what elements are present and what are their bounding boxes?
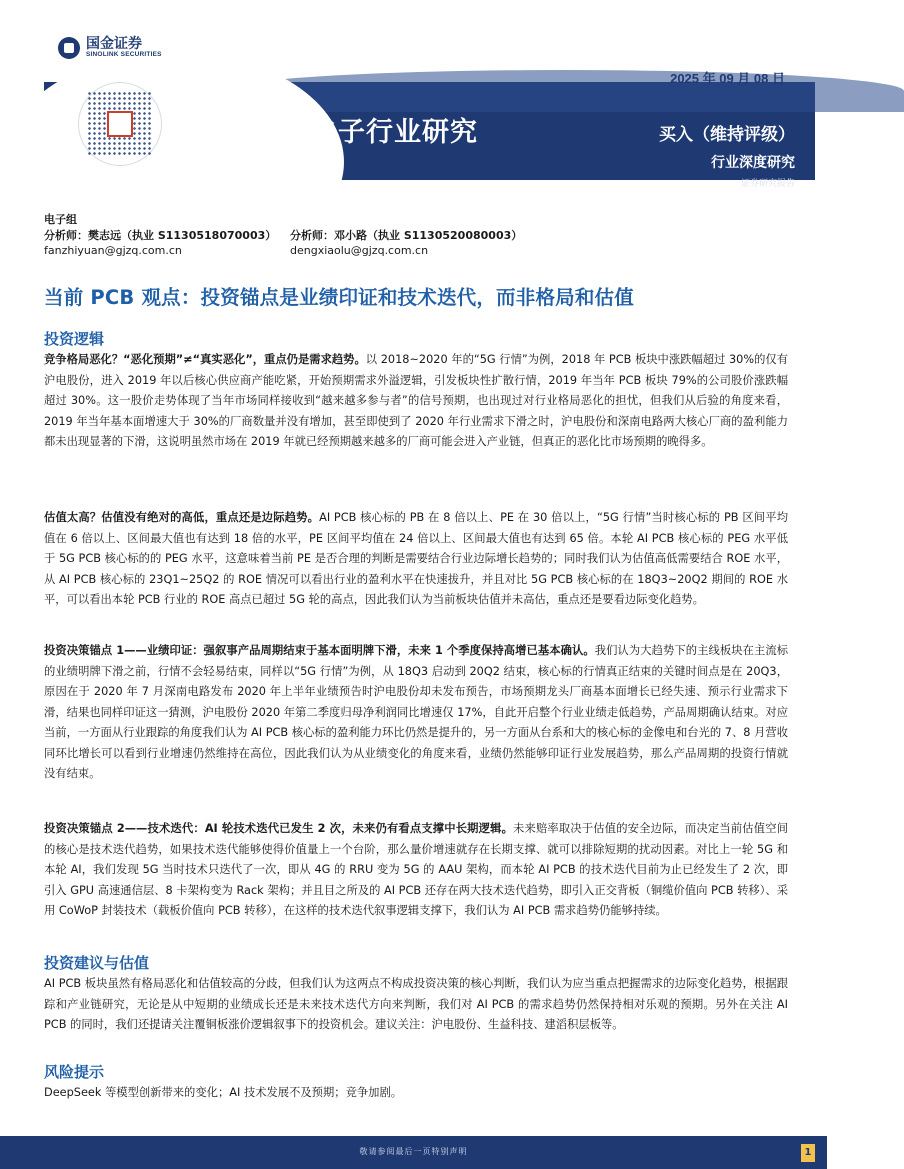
headline: 当前 PCB 观点：投资锚点是业绩印证和技术迭代，而非格局和估值 [44,286,634,309]
report-type: 行业深度研究 [711,155,795,171]
analyst-info [44,212,522,259]
brand-name-cn: 国金证券 [86,35,142,51]
analyst-2: 分析师：邓小路（执业 S1130520080003） [290,228,523,242]
paragraph-valuation [44,508,788,611]
analyst-2-email[interactable]: dengxiaolu@gjzq.com.cn [290,244,429,257]
report-date: 2025 年 09 月 08 日 [670,71,785,86]
analyst-group: 电子组 [44,213,77,226]
banner-wave [224,70,904,112]
page-number: 1 [801,1144,815,1162]
section-heading-risk: 风险提示 [44,1063,105,1081]
qr-center-logo-icon [107,111,133,137]
paragraph-anchor-2 [44,819,788,922]
paragraph-competition [44,350,788,453]
report-title: 电子行业研究 [310,117,478,148]
report-subtype: 证券研究报告 [740,179,795,189]
risk-text: DeepSeek 等模型创新带来的变化；AI 技术发展不及预期；竞争加剧。 [44,1086,403,1099]
rating-label: 买入（维持评级） [659,125,795,145]
paragraph-body: 我们认为大趋势下的主线板块在主流标的业绩明牌下滑之前，行情不会轻易结束，同样以“5G 行情”为例，从 18Q3 启动到 20Q2 结束，核心标的行情真正结束的关键时间点是在 20Q3，原因在于 2020 年 7 月深南电路发布 2020 年上半年业绩预告时沪电股份却未发布预告，市场预期龙头厂商基本面增长已经失速、预示行业需求下滑，结果也同样印证这一猜测，沪电股份 2020 年第二季度归母净利润同比增速仅 17%，自此开启整个行业业绩走低趋势，产品周期确认结束。对应当前，一方面从行业跟踪的角度我们认为 AI PCB 核心标的盈利能力环比仍然是提升的，另一方面从台系和大的核心标的金像电和台光的 7、8 月营收同环比增长可以看到行业增速仍然维持在高位，因此我们认为从业绩变化的角度来看，业绩仍然能够印证行业发展趋势，那么产品周期的投资行情就没有结束。 [44,644,788,780]
brand-name-en: SINOLINK SECURITIES [86,51,162,58]
paragraph-body: 以 2018~2020 年的“5G 行情”为例，2018 年 PCB 板块中涨跌幅超过 30%的仅有沪电股份，进入 2019 年以后核心供应商产能吃紧，开始预期需求外溢逻辑，引发板块性扩散行情，2019 年当年 PCB 板块 79%的公司股价涨跌幅超过 30%。这一股价走势体现了当年市场同样接收到“越来越多参与者”的信号预期，也出现过对行业格局恶化的担忧，但我们从后验的角度来看，2019 年当年基本面增速大于 30%的厂商数量并没有增加，甚至即使到了 2020 年行业需求下滑之时，沪电股份和深南电路两大核心厂商的盈利能力都未出现显著的下滑，这说明虽然市场在 2019 年就已经预期越来越多的厂商可能会进入产业链，但真正的恶化比市场预期的晚得多。 [44,353,788,448]
section-heading-logic: 投资逻辑 [44,330,105,348]
paragraph-lead: 估值太高？估值没有绝对的高低，重点还是边际趋势。 [44,511,320,524]
paragraph-body: AI PCB 核心标的 PB 在 8 倍以上、PE 在 30 倍以上，“5G 行情”当时核心标的 PB 区间平均值在 6 倍以上、区间最大值也有达到 18 倍的水平，PE 区间平均值在 24 倍以上、区间最大值也有达到 65 倍。本轮 AI PCB 核心标的 PEG 水平低于 5G PCB 核心标的的 PEG 水平，这意味着当前 PE 是否合理的判断是需要结合行业边际增长趋势的；同时我们认为估值高低需要结合 ROE 水平，从 AI PCB 核心标的 23Q1~25Q2 的 ROE 情况可以看出行业的盈利水平在快速拔升，并且对比 5G PCB 核心标的在 18Q3~20Q2 期间的 ROE 水平，可以看出本轮 PCB 行业的 ROE 高点已超过 5G 轮的高点，因此我们认为当前板块估值并未高估，重点还是要看边际变化趋势。 [44,511,788,606]
analyst-1: 分析师：樊志远（执业 S1130518070003） [44,228,277,242]
paragraph-lead: 投资决策锚点 1——业绩印证：强叙事产品周期结束于基本面明牌下滑，未来 1 个季度保持高增已基本确认。 [44,644,595,657]
analyst-1-email[interactable]: fanzhiyuan@gjzq.com.cn [44,244,182,257]
logo-icon [58,37,80,59]
qr-code-icon[interactable] [78,82,162,166]
paragraph-lead: 竞争格局恶化？“恶化预期”≠“真实恶化”，重点仍是需求趋势。 [44,353,366,366]
brand-logo [58,36,162,59]
paragraph-body: 未来赔率取决于估值的安全边际，而决定当前估值空间的核心是技术迭代趋势，如果技术迭代能够使得价值量上一个台阶，那么量价增速就存在长期支撑、就可以排除短期的扰动因素。对比上一轮 5G 和本轮 AI，我们发现 5G 当时技术只迭代了一次，即从 4G 的 RRU 变为 5G 的 AAU 架构，而本轮 AI PCB 的技术迭代目前为止已经发生了 2 次，即引入 GPU 高速通信层、8 卡架构变为 Rack 架构；并且目之所及的 AI PCB 还存在两大技术迭代趋势，即引入正交背板（铜缆价值向 PCB 转移）、采用 CoWoP 封装技术（载板价值向 PCB 转移），在这样的技术迭代叙事逻辑支撑下，我们认为 AI PCB 需求趋势仍能够持续。 [44,822,788,917]
section-heading-advice: 投资建议与估值 [44,954,150,972]
paragraph-advice: AI PCB 板块虽然有格局恶化和估值较高的分歧，但我们认为这两点不构成投资决策的核心判断，我们认为应当重点把握需求的边际变化趋势，根据跟踪和产业链研究，无论是从中短期的业绩成长还是未来技术迭代方向来判断，我们对 AI PCB 的需求趋势仍然保持相对乐观的预期。另外在关注 AI PCB 的同时，我们还提请关注覆铜板涨价逻辑叙事下的投资机会。建议关注：沪电股份、生益科技、建滔积层板等。 [44,977,788,1031]
footer-bar [0,1136,827,1169]
footer-disclaimer[interactable]: 敬请参阅最后一页特别声明 [359,1147,468,1156]
paragraph-lead: 投资决策锚点 2——技术迭代：AI 轮技术迭代已发生 2 次，未来仍有看点支撑中长期逻辑。 [44,822,514,835]
paragraph-anchor-1 [44,641,788,785]
